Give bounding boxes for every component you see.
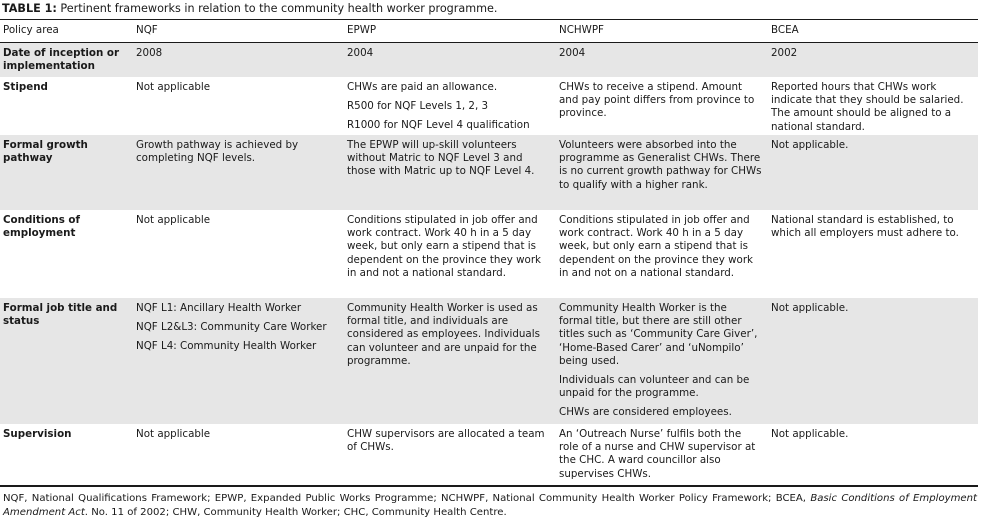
table-row: [0, 135, 978, 210]
table-cell: [771, 139, 976, 152]
table-cell: [347, 302, 552, 368]
table-row: [0, 43, 978, 77]
cell-paragraph: R500 for NQF Levels 1, 2, 3: [347, 100, 489, 113]
footnote-text-2: . No. 11 of 2002; CHW, Community Health Worker; CHC, Community Health Centre.: [84, 506, 507, 518]
table-cell: [136, 302, 336, 354]
cell-paragraph: Growth pathway is achieved by completing NQF levels.: [136, 139, 299, 165]
table-cell: [136, 139, 336, 165]
table-cell: [771, 428, 976, 441]
header-epwp: EPWP: [347, 24, 377, 36]
cell-paragraph: Conditions stipulated in job offer and work contract. Work 40 h in a 5 day week, but only earn a stipend that is dependent on the province they work in and not a national standard.: [347, 214, 542, 279]
table-cell: [347, 139, 552, 179]
caption-text: Pertinent frameworks in relation to the community health worker programme.: [56, 2, 498, 15]
cell-paragraph: Not applicable.: [771, 139, 849, 151]
header-bcea: BCEA: [771, 24, 799, 36]
table-cell: [559, 139, 763, 192]
footnote-italic: Basic Conditions of Employment Amendment Act: [3, 493, 977, 518]
cell-paragraph: Not applicable: [136, 214, 211, 226]
cell-paragraph: R1000 for NQF Level 4 qualification: [347, 119, 530, 132]
cell-paragraph: 2004: [559, 47, 586, 59]
cell-paragraph: Individuals can volunteer and can be unpaid for the programme.: [559, 374, 750, 400]
cell-paragraph: Not applicable: [136, 428, 211, 440]
row-policy-area: Stipend: [3, 81, 48, 93]
header-nchwpf: NCHWPF: [559, 24, 604, 36]
bottom-rule: [0, 485, 978, 487]
table-cell: [136, 47, 336, 60]
footnote-text-1: NQF, National Qualifications Framework; EPWP, Expanded Public Works Programme; NCHWPF, National Community Health Worker Policy Framework; BCEA,: [3, 493, 811, 504]
table-cell: [559, 428, 763, 481]
cell-paragraph: An ‘Outreach Nurse’ fulfils both the role of a nurse and CHW supervisor at the CHC. A ward councillor also supervises CHWs.: [559, 428, 756, 480]
table-cell: [347, 428, 552, 454]
table-cell: [347, 81, 552, 133]
cell-paragraph: Not applicable.: [771, 302, 849, 314]
cell-paragraph: Volunteers were absorbed into the programme as Generalist CHWs. There is no current growth pathway for CHWs to qualify with a higher rank.: [559, 139, 762, 191]
table-cell: [347, 47, 552, 60]
cell-paragraph: 2008: [136, 47, 163, 59]
row-policy-area: Supervision: [3, 428, 72, 440]
row-policy-area: Formal growth pathway: [3, 139, 88, 165]
cell-paragraph: NQF L4: Community Health Worker: [136, 340, 317, 353]
table-cell: [771, 214, 976, 240]
table-cell: [559, 47, 763, 60]
header-row: [0, 20, 978, 42]
cell-paragraph: Not applicable: [136, 81, 211, 93]
cell-paragraph: CHWs to receive a stipend. Amount and pay point differs from province to province.: [559, 81, 755, 120]
table-row: [0, 210, 978, 298]
row-policy-area: Formal job title and status: [3, 302, 118, 328]
table-cell: [136, 81, 336, 94]
table-footnote: [3, 492, 977, 519]
cell-paragraph: Conditions stipulated in job offer and work contract. Work 40 h in a 5 day week, but only earn a stipend that is dependent on the province they work in and not on a national standard.: [559, 214, 754, 279]
cell-paragraph: National standard is established, to which all employers must adhere to.: [771, 214, 959, 240]
cell-paragraph: Reported hours that CHWs work indicate that they should be salaried. The amount should be aligned to a national standard.: [771, 81, 964, 133]
table-cell: [136, 214, 336, 227]
row-policy-area: Date of inception or implementation: [3, 47, 120, 73]
table-cell: [771, 302, 976, 315]
table-cell: [347, 214, 552, 280]
cell-paragraph: The EPWP will up-skill volunteers without Matric to NQF Level 3 and those with Matric up to NQF Level 4.: [347, 139, 535, 178]
table-cell: [559, 214, 763, 280]
row-policy-area: Conditions of employment: [3, 214, 80, 240]
table-cell: [559, 302, 763, 420]
table-row: [0, 77, 978, 135]
table-cell: [771, 47, 976, 60]
table-cell: [136, 428, 336, 441]
cell-paragraph: CHWs are considered employees.: [559, 406, 732, 419]
table-cell: [771, 81, 976, 134]
cell-paragraph: 2002: [771, 47, 798, 59]
cell-paragraph: Not applicable.: [771, 428, 849, 440]
table-row: [0, 298, 978, 424]
table-cell: [559, 81, 763, 121]
cell-paragraph: 2004: [347, 47, 374, 59]
cell-paragraph: Community Health Worker is the formal title, but there are still other titles such as ‘Community Care Giver’, ‘Home-Based Carer’ and ‘uNompilo’ being used.: [559, 302, 758, 367]
cell-paragraph: CHWs are paid an allowance.: [347, 81, 498, 93]
cell-paragraph: NQF L1: Ancillary Health Worker: [136, 302, 302, 314]
cell-paragraph: CHW supervisors are allocated a team of CHWs.: [347, 428, 545, 454]
table-caption: [2, 2, 497, 16]
cell-paragraph: NQF L2&L3: Community Care Worker: [136, 321, 327, 334]
cell-paragraph: Community Health Worker is used as formal title, and individuals are considered as employees. Individuals can volunteer and are unpaid for the programme.: [347, 302, 540, 367]
header-nqf: NQF: [136, 24, 158, 36]
table-row: [0, 424, 978, 485]
header-policy-area: Policy area: [3, 24, 59, 36]
caption-label: TABLE 1:: [2, 2, 57, 15]
